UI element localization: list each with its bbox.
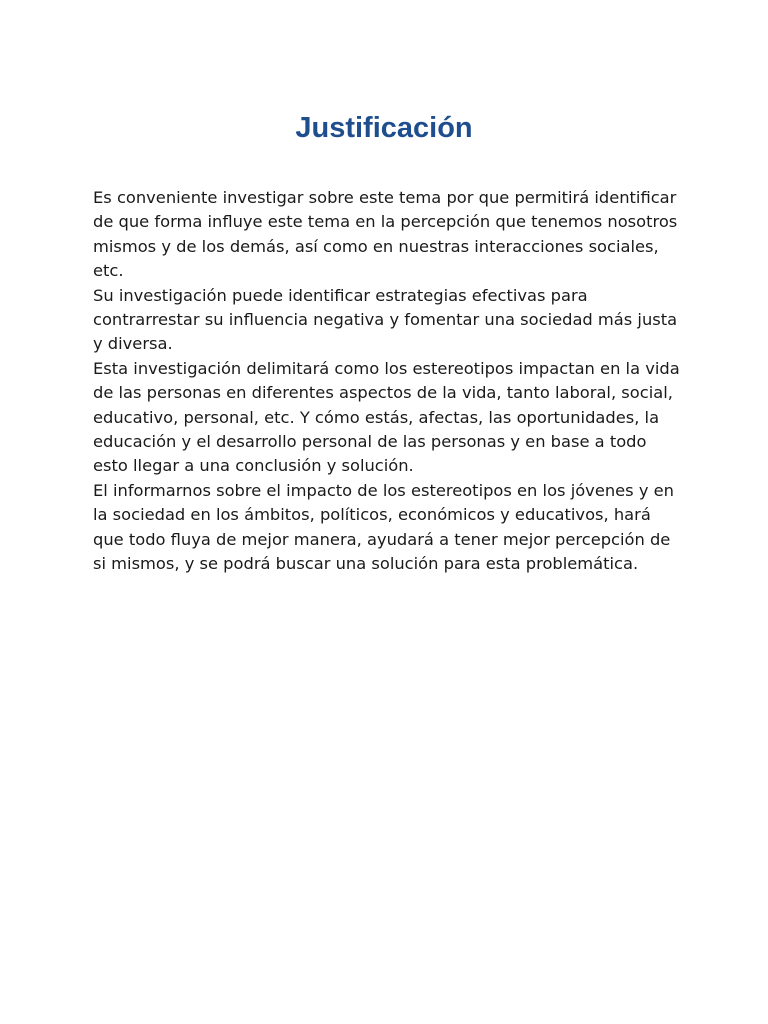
paragraph-3: Esta investigación delimitará como los estereotipos impactan en la vida de las personas en diferentes aspectos de la vida, tanto laboral, social, educativo, personal, etc. Y cómo estás, afectas, las oportunidades, la educación y el desarrollo personal de las personas y en base a todo esto llegar a una conclusión y solución. [93,358,680,476]
body-text [93,186,683,577]
paragraph-2: Su investigación puede identificar estrategias efectivas para contrarrestar su influencia negativa y fomentar una sociedad más justa y diversa. [93,285,678,354]
page-title: Justificación [295,112,473,144]
paragraph-1: Es conveniente investigar sobre este tema por que permitirá identificar de que forma influye este tema en la percepción que tenemos nosotros mismos y de los demás, así como en nuestras interacciones sociales, etc. [93,188,678,281]
paragraph-4: El informarnos sobre el impacto de los estereotipos en los jóvenes y en la sociedad en los ámbitos, políticos, económicos y educativos, hará que todo fluya de mejor manera, ayudará a tener mejor percepción de si mismos, y se podrá buscar una solución para esta problemática. [93,480,674,574]
